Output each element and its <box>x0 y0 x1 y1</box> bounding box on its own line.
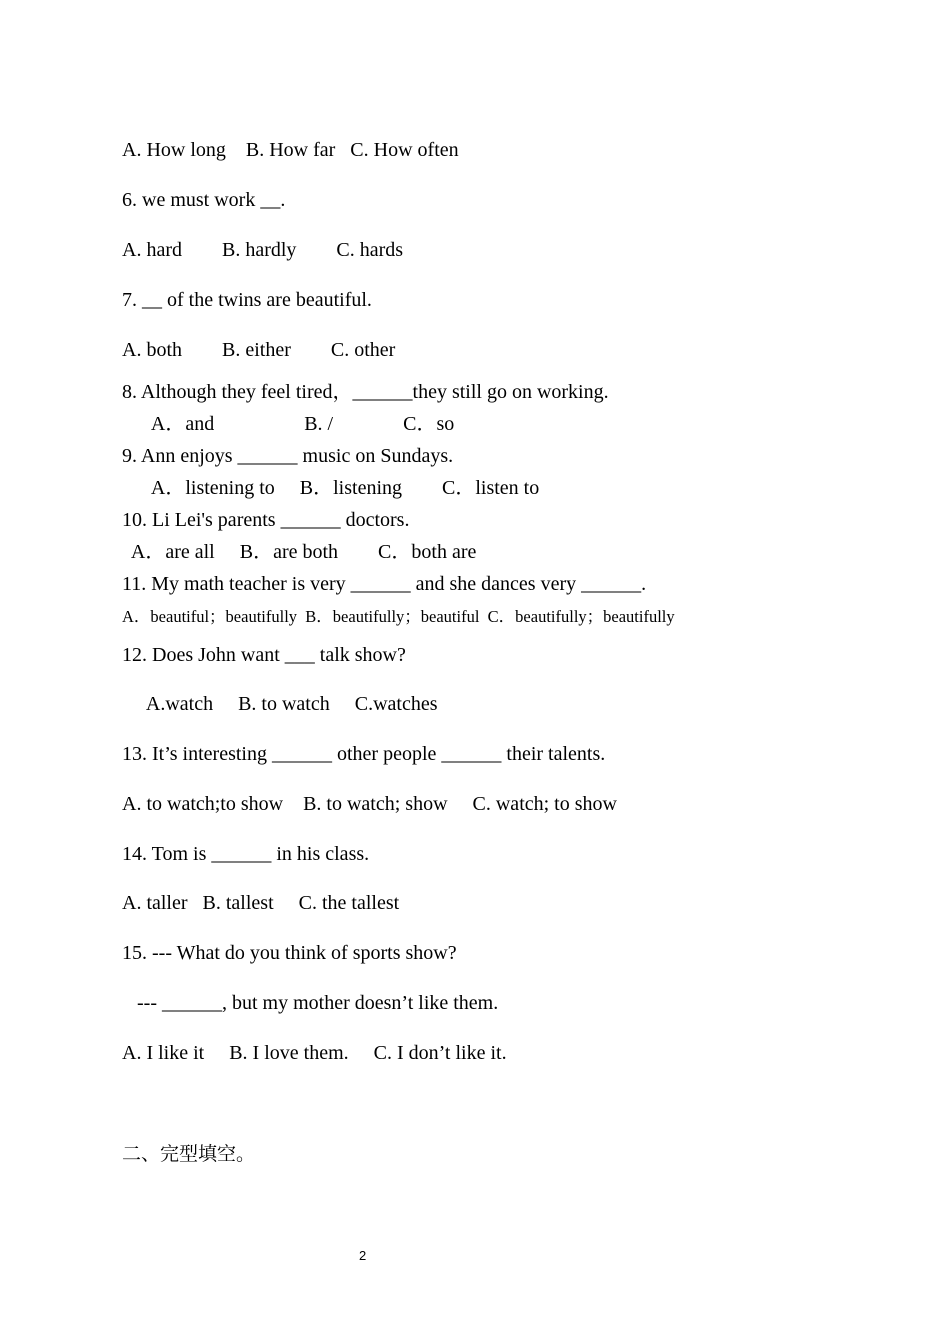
q12-options: A.watch B. to watch C.watches <box>122 693 438 715</box>
q10-options: A．are all B．are both C．both are <box>122 541 477 563</box>
q6-question: 6. we must work __. <box>122 189 286 211</box>
q12-question: 12. Does John want ___ talk show? <box>122 644 406 666</box>
page-number: 2 <box>359 1248 367 1263</box>
section-heading: 二、完型填空。 <box>122 1143 256 1165</box>
q6-options: A. hard B. hardly C. hards <box>122 239 404 261</box>
q7-options: A. both B. either C. other <box>122 339 396 361</box>
q11-options: A．beautiful；beautifully B．beautifully；beautiful C．beautifully；beautifully <box>122 607 675 626</box>
q8-question: 8. Although they feel tired，______they still go on working. <box>122 381 609 403</box>
q9-options: A．listening to B．listening C．listen to <box>122 477 540 499</box>
q5-options: A. How long B. How far C. How often <box>122 139 459 161</box>
q9-question: 9. Ann enjoys ______ music on Sundays. <box>122 445 454 467</box>
q15-dialogue: --- ______, but my mother doesn’t like them. <box>122 992 499 1014</box>
q15-question: 15. --- What do you think of sports show? <box>122 942 457 964</box>
q13-options: A. to watch;to show B. to watch; show C. watch; to show <box>122 793 617 815</box>
q10-question: 10. Li Lei's parents ______ doctors. <box>122 509 410 531</box>
q13-question: 13. It’s interesting ______ other people ______ their talents. <box>122 743 606 765</box>
q7-question: 7. __ of the twins are beautiful. <box>122 289 372 311</box>
q14-options: A. taller B. tallest C. the tallest <box>122 892 400 914</box>
q11-question: 11. My math teacher is very ______ and she dances very ______. <box>122 573 647 595</box>
q14-question: 14. Tom is ______ in his class. <box>122 843 370 865</box>
q15-options: A. I like it B. I love them. C. I don’t like it. <box>122 1042 507 1064</box>
q8-options: A．and B. / C．so <box>122 413 455 435</box>
